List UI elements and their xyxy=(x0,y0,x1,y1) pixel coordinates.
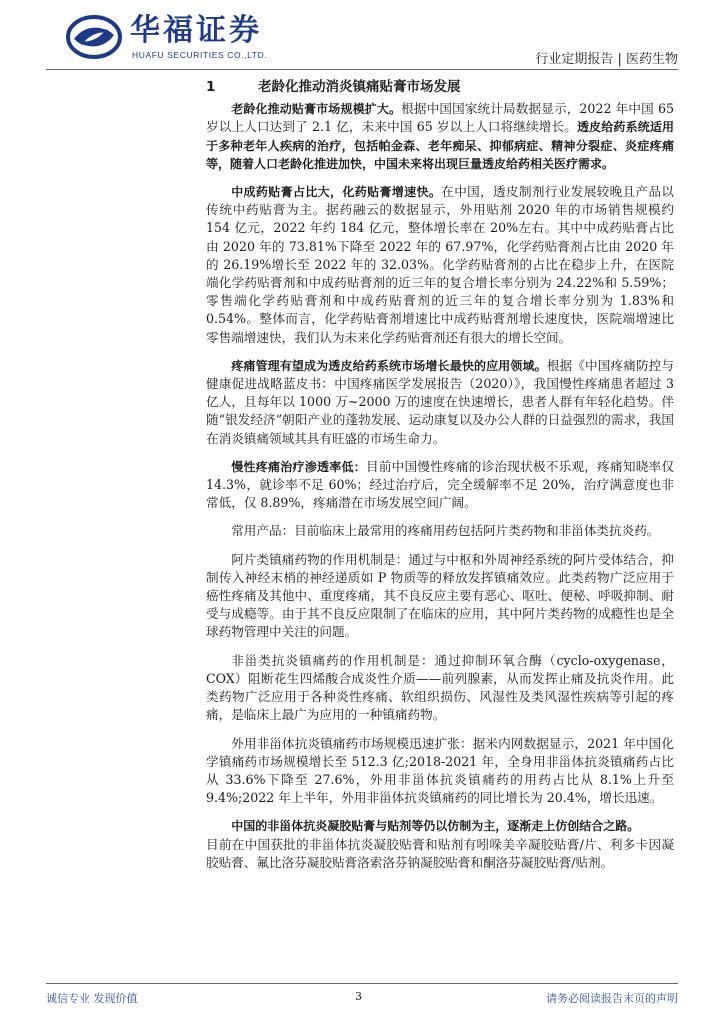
paragraph-lead: 疼痛管理有望成为透皮给药系统市场增长最快的应用领域。 xyxy=(231,358,547,373)
logo-chinese-name: 华福证券 xyxy=(130,13,262,48)
paragraph-penetration xyxy=(206,458,674,513)
paragraph-approved-products xyxy=(206,836,674,872)
paragraph-lead: 中成药贴膏占比大，化药贴膏增速快。 xyxy=(231,185,442,200)
paragraph-market-share xyxy=(206,183,674,347)
report-body xyxy=(206,78,674,882)
paragraph-opioid-mechanism xyxy=(206,551,674,642)
section-number: 1 xyxy=(206,79,216,95)
paragraph-text: 阿片类镇痛药物的作用机制是：通过与中枢和外周神经系统的阿片受体结合，抑制传入神经末梢的神经递质如 P 物质等的释放发挥镇痛效应。此类药物广泛应用于癌性疼痛及其他中、重度疼痛，其不良反应主要有恶心、呕吐、便秘、呼吸抑制、耐受与成瘾等。由于其不良反应限制了在临床的应用，其中阿片类药物的成瘾性也是全球药物管理中关注的问题。 xyxy=(206,551,674,640)
paragraph-lead: 慢性疼痛治疗渗透率低： xyxy=(231,459,366,474)
logo-english-name: HUAFU SECURITIES CO.,LTD. xyxy=(132,50,268,60)
paragraph-text: 根据中国国家统计局数据显示，2022 年中国 65 岁以上人口达到了 2.1 亿，未来中国 65 岁以上人口将继续增长。 xyxy=(206,101,674,135)
header-divider xyxy=(46,69,678,70)
paragraph-text: 外用非甾体抗炎镇痛药市场规模迅速扩张：据米内网数据显示，2021 年中国化学镇痛药市场规模增长至 512.3 亿;2018-2021 年，全身用非甾体抗炎镇痛药占比从 33.6%下降至 27.6%，外用非甾体抗炎镇痛药的用药占比从 8.1%上升至 9.4%;2022 年上半年，外用非甾体抗炎镇痛药的同比增长为 20.4%，增长迅速。 xyxy=(206,735,674,806)
paragraph-lead: 中国的非甾体抗炎凝胶贴膏与贴剂等仍以仿制为主，逐渐走上仿创结合之路。 xyxy=(231,819,640,834)
section-title: 老龄化推动消炎镇痛贴膏市场发展 xyxy=(258,79,461,95)
paragraph-emphasis: 透皮给药系统适用于多种老年人疾病的治疗，包括帕金森、老年痴呆、抑郁病症、精神分裂症、炎症疼痛等，随着人口老龄化推进加快，中国未来将出现巨量透皮给药相关医疗需求。 xyxy=(206,120,674,171)
footer-disclaimer: 请务必阅读报告末页的声明 xyxy=(546,992,678,1005)
paragraph-text: 非甾类抗炎镇痛药的作用机制是：通过抑制环氧合酶（cyclo-oxygenase，COX）阻断花生四烯酸合成炎性介质——前列腺素，从而发挥止痛及抗炎作用。此类药物广泛应用于各种炎性疼痛、软组织损伤、风湿性及类风湿性疾病等引起的疼痛，是临床上最广为应用的一种镇痛药物。 xyxy=(206,652,674,723)
paragraph-text: 目前中国慢性疼痛的诊治现状极不乐观，疼痛知晓率仅 14.3%，就诊率不足 60%；经过治疗后，完全缓解率不足 20%，治疗满意度也非常低，仅 8.89%，疼痛潜在市场发展空间广阔。 xyxy=(206,458,675,511)
footer-slogan: 诚信专业 发现价值 xyxy=(46,992,138,1005)
paragraph-text: 根据《中国疼痛防控与健康促进战略蓝皮书：中国疼痛医学发展报告（2020）》，我国慢性疼痛患者超过 3 亿人，且每年以 1000 万~2000 万的速度在快速增长，患者人群有年轻化趋势。伴随“银发经济”朝阳产业的蓬勃发展、运动康复以及办公人群的日益强烈的需求，我国在消炎镇痛领域其具有旺盛的市场生命力。 xyxy=(206,357,674,446)
paragraph-text: 常用产品：目前临床上最常用的疼痛用药包括阿片类药物和非甾体类抗炎药。 xyxy=(231,523,660,539)
page-header xyxy=(0,0,724,70)
report-type: 行业定期报告 | 医药生物 xyxy=(535,52,678,67)
paragraph-topical-nsaid-market xyxy=(206,735,674,808)
paragraph-pain-management xyxy=(206,357,674,448)
paragraph-text: 在中国，透皮制剂行业发展较晚且产品以传统中药贴膏为主。据药融云的数据显示，外用贴剂 2020 年的市场销售规模约 154 亿元，2022 年约 184 亿元，整体增长率在 20%左右。其中中成药贴膏占比由 2020 年的 73.81%下降至 2022 年的 67.97%，化学药贴膏剂占比由 2020 年的 26.19%增长至 2022 年的 32.03%。化学药贴膏剂的占比在稳步上升，在医院端化学药贴膏剂和中成药贴膏剂的近三年的复合增长率分别为 24.22%和 5.59%；零售端化学药贴膏剂和中成药贴膏剂的近三年的复合增长率分别为 1.83%和 0.54%。整体而言，化学药贴膏剂增速比中成药贴膏剂增长速度快，医院端增速比零售端增速快，我们认为未来化学药贴膏剂还有很大的增长空间。 xyxy=(206,184,674,345)
footer-divider xyxy=(46,983,678,984)
paragraph-lead: 老龄化推动贴膏市场规模扩大。 xyxy=(231,102,402,117)
paragraph-aging xyxy=(206,100,674,173)
paragraph-text: 目前在中国获批的非甾体抗炎凝胶贴膏和贴剂有吲哚美辛凝胶贴膏/片、利多卡因凝胶贴膏、氟比洛芬凝胶贴膏洛索洛芬钠凝胶贴膏和酮洛芬凝胶贴膏/贴剂。 xyxy=(206,836,674,870)
section-heading xyxy=(206,78,674,96)
paragraph-common-products xyxy=(206,522,674,540)
paragraph-generic-innovation-lead xyxy=(206,817,674,835)
huafu-logo-icon xyxy=(66,15,122,59)
paragraph-nsaid-mechanism xyxy=(206,652,674,725)
page-number: 3 xyxy=(355,990,362,1003)
